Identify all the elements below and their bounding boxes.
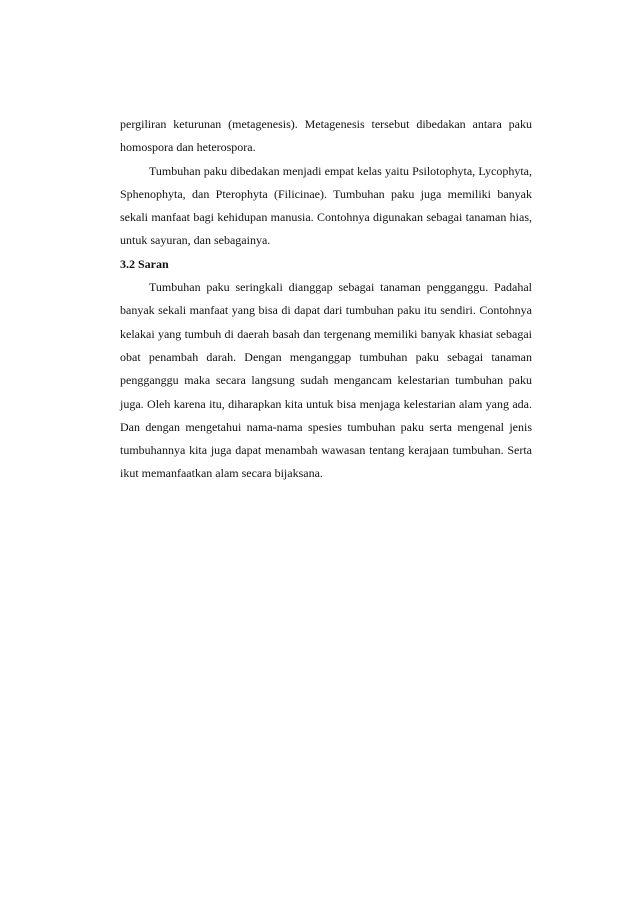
section-heading-saran: 3.2 Saran: [120, 256, 169, 271]
paragraph-kelas-tumbuhan-paku: Tumbuhan paku dibedakan menjadi empat kelas yaitu Psilotophyta, Lycophyta, Sphenophyta, dan Pterophyta (Filicinae). Tumbuhan paku juga memiliki banyak sekali manfaat bagi kehidupan manusia. Contohnya digunakan sebagai tanaman hias, untuk sayuran, dan sebagainya.: [120, 163, 532, 248]
paragraph-metagenesis: pergiliran keturunan (metagenesis). Metagenesis tersebut dibedakan antara paku homospora dan heterospora.: [120, 117, 532, 155]
page-content: [120, 113, 532, 486]
paragraph-saran: Tumbuhan paku seringkali dianggap sebagai tanaman pengganggu. Padahal banyak sekali manfaat yang bisa di dapat dari tumbuhan paku itu sendiri. Contohnya kelakai yang tumbuh di daerah basah dan tergenang memiliki banyak khasiat sebagai obat penambah darah. Dengan menganggap tumbuhan paku sebagai tanaman pengganggu maka secara langsung sudah mengancam kelestarian tumbuhan paku juga. Oleh karena itu, diharapkan kita untuk bisa menjaga kelestarian alam yang ada. Dan dengan mengetahui nama-nama spesies tumbuhan paku serta mengenal jenis tumbuhannya kita juga dapat menambah wawasan tentang kerajaan tumbuhan. Serta ikut memanfaatkan alam secara bijaksana.: [120, 280, 532, 481]
